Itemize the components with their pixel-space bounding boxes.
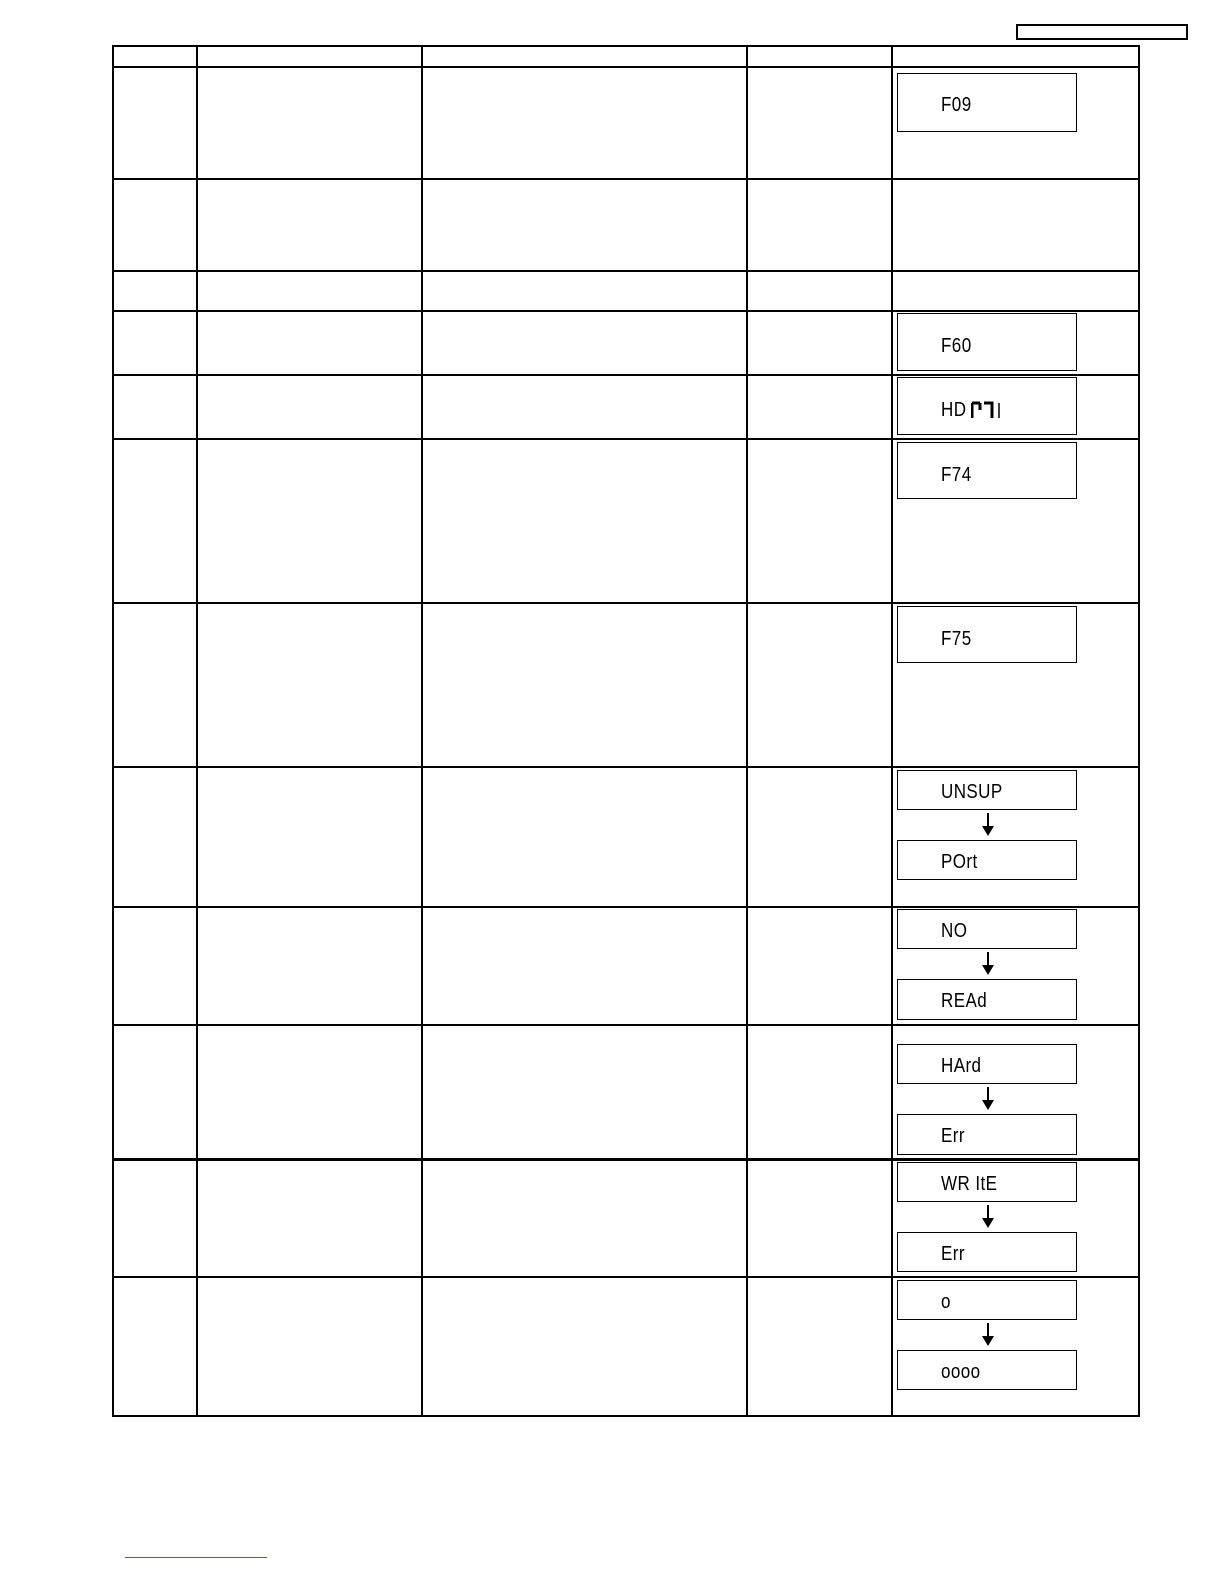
footer-link-underline[interactable] <box>125 1557 267 1558</box>
display-unsup <box>897 770 1077 810</box>
table-rule <box>113 374 1140 376</box>
display-no <box>897 909 1077 949</box>
table-rule <box>113 602 1140 604</box>
display-text: HArd <box>941 1055 982 1077</box>
table-column-rule <box>421 45 423 1417</box>
table-rule <box>113 310 1140 312</box>
table-rule <box>113 1158 1140 1161</box>
display-err-2 <box>897 1232 1077 1272</box>
table-rule <box>113 270 1140 272</box>
table-rule <box>113 66 1140 68</box>
display-f09 <box>897 73 1077 132</box>
display-f74 <box>897 442 1077 499</box>
table-rule <box>113 438 1140 440</box>
arrow-down-icon <box>982 813 994 837</box>
display-text: F09 <box>941 94 972 116</box>
display-port <box>897 840 1077 880</box>
table-rule <box>113 906 1140 908</box>
arrow-down-icon <box>982 1323 994 1347</box>
display-hdmi <box>897 377 1077 435</box>
display-text: HD <box>941 399 967 421</box>
display-text: REAd <box>941 990 988 1012</box>
table-rule <box>113 766 1140 768</box>
display-err-1 <box>897 1114 1077 1155</box>
arrow-down-icon <box>982 952 994 976</box>
display-read <box>897 979 1077 1020</box>
table-column-rule <box>746 45 748 1417</box>
table-rule <box>113 1276 1140 1278</box>
arrow-down-icon <box>982 1205 994 1229</box>
display-write <box>897 1162 1077 1202</box>
display-text: UNSUP <box>941 781 1003 803</box>
table-column-rule <box>1138 45 1140 1417</box>
table-rule <box>113 1024 1140 1026</box>
display-f60 <box>897 313 1077 371</box>
table-column-rule <box>196 45 198 1417</box>
table-column-rule <box>112 45 114 1417</box>
display-hard <box>897 1044 1077 1084</box>
display-text: WR ItE <box>941 1173 998 1195</box>
table-rule <box>113 45 1140 47</box>
display-text: Err <box>941 1125 965 1147</box>
segment-mi-glyph <box>971 400 1003 420</box>
display-text: F60 <box>941 335 972 357</box>
display-oooo <box>897 1350 1077 1390</box>
display-text: NO <box>941 920 968 942</box>
table-rule <box>113 1415 1140 1417</box>
table-rule <box>113 178 1140 180</box>
display-o <box>897 1280 1077 1320</box>
display-text: F74 <box>941 464 972 486</box>
display-text: F75 <box>941 628 972 650</box>
arrow-down-icon <box>982 1087 994 1111</box>
display-text: oooo <box>941 1361 981 1383</box>
display-text: POrt <box>941 851 978 873</box>
display-text: Err <box>941 1243 965 1265</box>
table-column-rule <box>891 45 893 1417</box>
display-text: o <box>941 1291 951 1313</box>
display-f75 <box>897 606 1077 663</box>
